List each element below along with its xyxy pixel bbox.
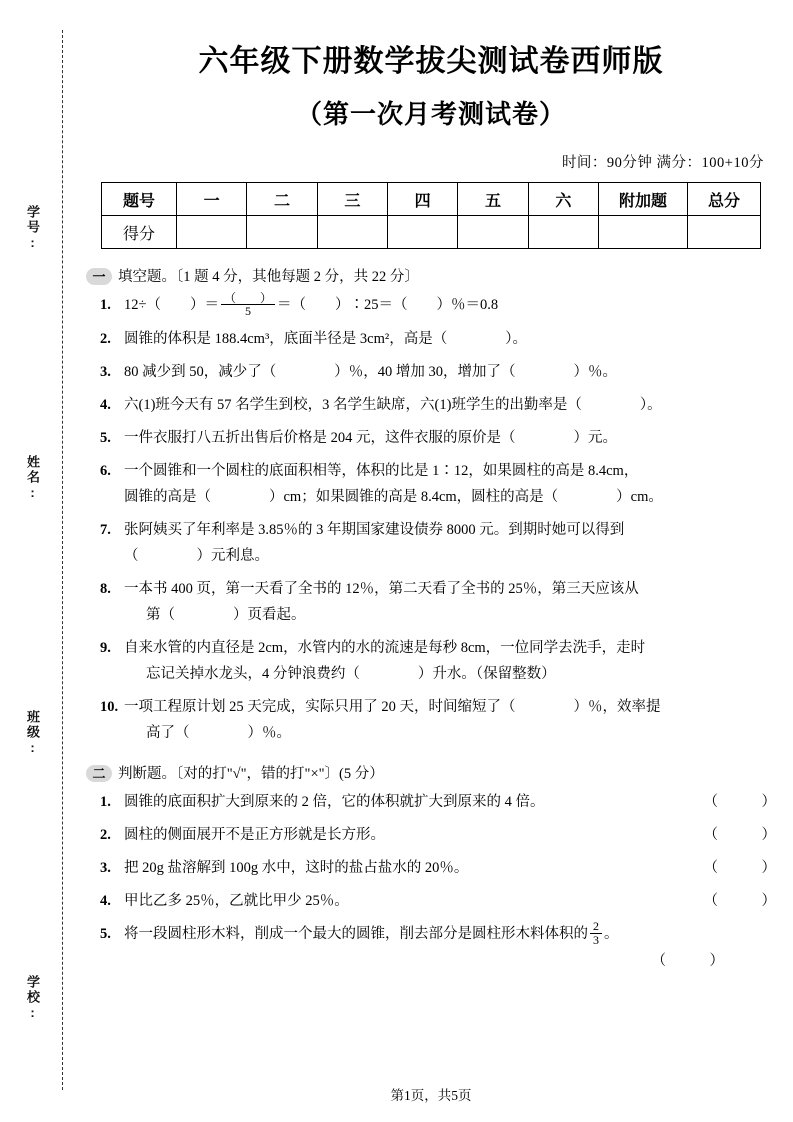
answer-blank[interactable]: （ ） [703,859,776,876]
list-item [100,292,776,319]
margin-label-name: 姓名: [25,455,40,502]
question-line: 圆锥的高是（ ）cm；如果圆锥的高是 8.4cm，圆柱的高是（ ）cm。 [124,488,663,505]
question-line: （ ）元利息。 [124,547,269,564]
score-col-6: 六 [528,183,598,216]
list-item [100,635,776,687]
question-text: 12÷（ ）＝ $\frac{( )}{5}$ ＝（ ）∶25＝（ ）％＝0.8 [124,290,499,319]
question-list-2 [86,789,776,974]
question-text: 一件衣服打八五折出售后价格是 204 元，这件衣服的原价是（ ）元。 [124,429,617,446]
question-number: 6. [100,462,111,479]
question-number: 4. [100,892,111,909]
question-number: 1. [100,297,111,313]
question-text: 圆柱的侧面展开不是正方形就是长方形。 [124,826,385,843]
question-row [124,855,776,881]
question-text: 圆锥的体积是 188.4cm³，底面半径是 3cm²，高是（ ）。 [124,330,527,347]
margin-label-student-id: 学号: [25,205,40,252]
list-item [100,888,776,914]
score-value-1[interactable] [177,216,247,249]
question-number: 3. [100,363,111,380]
question-number: 7. [100,521,111,538]
list-item [100,855,776,881]
list-item [100,694,776,746]
question-number: 9. [100,639,111,656]
list-item [100,789,776,815]
question-text: 六(1)班今天有 57 名学生到校，3 名学生缺席，六(1)班学生的出勤率是（ ）。 [124,396,662,413]
score-col-1: 一 [177,183,247,216]
list-item [100,576,776,628]
question-number: 2. [100,330,111,347]
score-col-5: 五 [458,183,528,216]
answer-blank[interactable]: （ ） [703,793,776,810]
question-line: 张阿姨买了年利率是 3.85％的 3 年期国家建设债券 8000 元。到期时她可以得到 [124,521,625,538]
question-line: 忘记关掉水龙头，4 分钟浪费约（ ）升水。（保留整数） [146,665,556,682]
question-number: 1. [100,793,111,810]
score-value-6[interactable] [528,216,598,249]
question-number: 3. [100,859,111,876]
list-item [100,822,776,848]
score-value-4[interactable] [387,216,457,249]
score-value-2[interactable] [247,216,317,249]
page-subtitle: （第一次月考测试卷） [295,100,566,129]
question-text: 甲比乙多 25％，乙就比甲少 25％。 [124,892,349,909]
question-line: 第（ ）页看起。 [146,606,306,623]
section-header [86,265,776,286]
section-true-false [86,762,776,974]
exam-meta: 时间：90分钟 满分：100+10分 [561,155,764,171]
score-col-2: 二 [247,183,317,216]
list-item [100,359,776,385]
question-line: 一项工程原计划 25 天完成，实际只用了 20 天，时间缩短了（ ）％，效率提 [124,698,661,715]
score-table-header-row [102,183,761,216]
left-margin [0,0,70,1122]
question-list-1 [86,292,776,746]
question-line: 自来水管的内直径是 2cm，水管内的水的流速是每秒 8cm，一位同学去洗手，走时 [124,639,646,656]
question-number: 4. [100,396,111,413]
answer-blank[interactable]: （ ） [703,892,776,909]
score-table-value-row [102,216,761,249]
question-line: 一个圆锥和一个圆柱的底面积相等，体积的比是 1∶12，如果圆柱的高是 8.4cm， [124,462,639,479]
score-value-5[interactable] [458,216,528,249]
question-text: 80 减少到 50，减少了（ ）％，40 增加 30，增加了（ ）％。 [124,363,617,380]
score-value-3[interactable] [317,216,387,249]
margin-label-class: 班级: [25,710,40,757]
answer-blank[interactable]: （ ） [651,952,724,969]
section-header [86,762,776,783]
question-line: 一本书 400 页，第一天看了全书的 12％，第二天看了全书的 25％，第三天应该从 [124,580,639,597]
score-col-3: 三 [317,183,387,216]
question-number: 10. [100,698,119,715]
score-col-extra: 附加题 [599,183,688,216]
question-row [124,822,776,848]
list-item [100,517,776,569]
score-row-label-1: 得分 [102,216,177,249]
question-number: 5. [100,429,111,446]
page-title: 六年级下册数学拔尖测试卷西师版 [198,45,664,78]
question-line: 高了（ ）％。 [146,724,291,741]
list-item [100,326,776,352]
question-number: 2. [100,826,111,843]
cut-dashed-line [62,30,63,1090]
score-row-label-0: 题号 [102,183,177,216]
question-text: 把 20g 盐溶解到 100g 水中，这时的盐占盐水的 20％。 [124,859,469,876]
fraction-blank: $\frac{( )}{5}$ [221,292,275,318]
exam-page [86,0,776,1122]
section-title: 判断题。〔对的打"√"，错的打"×"〕(5 分） [118,765,384,782]
list-item [100,458,776,510]
section-title: 填空题。〔1 题 4 分，其他每题 2 分，共 22 分〕 [118,269,419,285]
question-row [124,888,776,914]
list-item [100,425,776,451]
score-value-total[interactable] [688,216,761,249]
list-item [100,392,776,418]
score-value-extra[interactable] [599,216,688,249]
question-text: 圆锥的底面积扩大到原来的 2 倍，它的体积就扩大到原来的 4 倍。 [124,793,545,810]
score-table [101,182,761,249]
list-item [100,921,776,974]
question-number: 5. [100,925,111,942]
score-col-4: 四 [387,183,457,216]
section-fill-in-blanks [86,265,776,746]
question-text: 将一段圆柱形木料，削成一个最大的圆锥，削去部分是圆柱形木料体积的 $\frac{2}{3}$ 。 [124,919,619,947]
answer-blank[interactable]: （ ） [703,826,776,843]
margin-label-school: 学校: [25,975,40,1022]
question-row [124,789,776,815]
section-number: 一 [86,268,112,285]
fraction-two-thirds: $\frac{2}{3}$ [590,920,602,946]
page-footer: 第1页，共5页 [390,1088,472,1103]
question-number: 8. [100,580,111,597]
section-number: 二 [86,765,112,782]
score-col-total: 总分 [688,183,761,216]
